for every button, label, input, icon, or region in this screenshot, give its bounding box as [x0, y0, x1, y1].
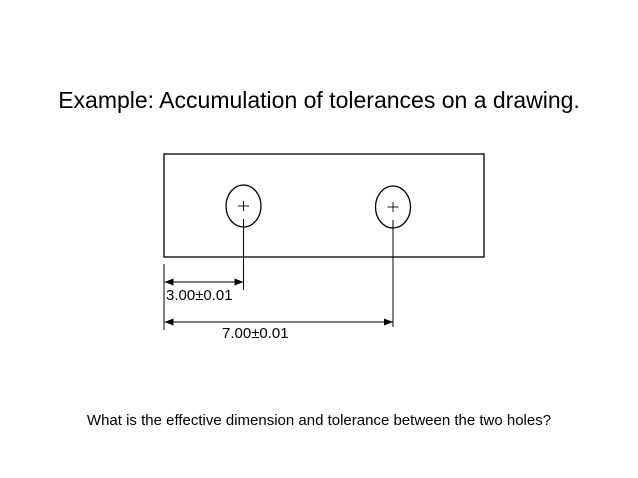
part-outline [164, 154, 484, 257]
slide-title: Example: Accumulation of tolerances on a drawing. [58, 87, 580, 113]
dimension-label-1: 3.00±0.01 [166, 287, 233, 304]
dimension-label-2: 7.00±0.01 [222, 325, 289, 342]
question-text: What is the effective dimension and tolerance between the two holes? [86, 412, 552, 429]
